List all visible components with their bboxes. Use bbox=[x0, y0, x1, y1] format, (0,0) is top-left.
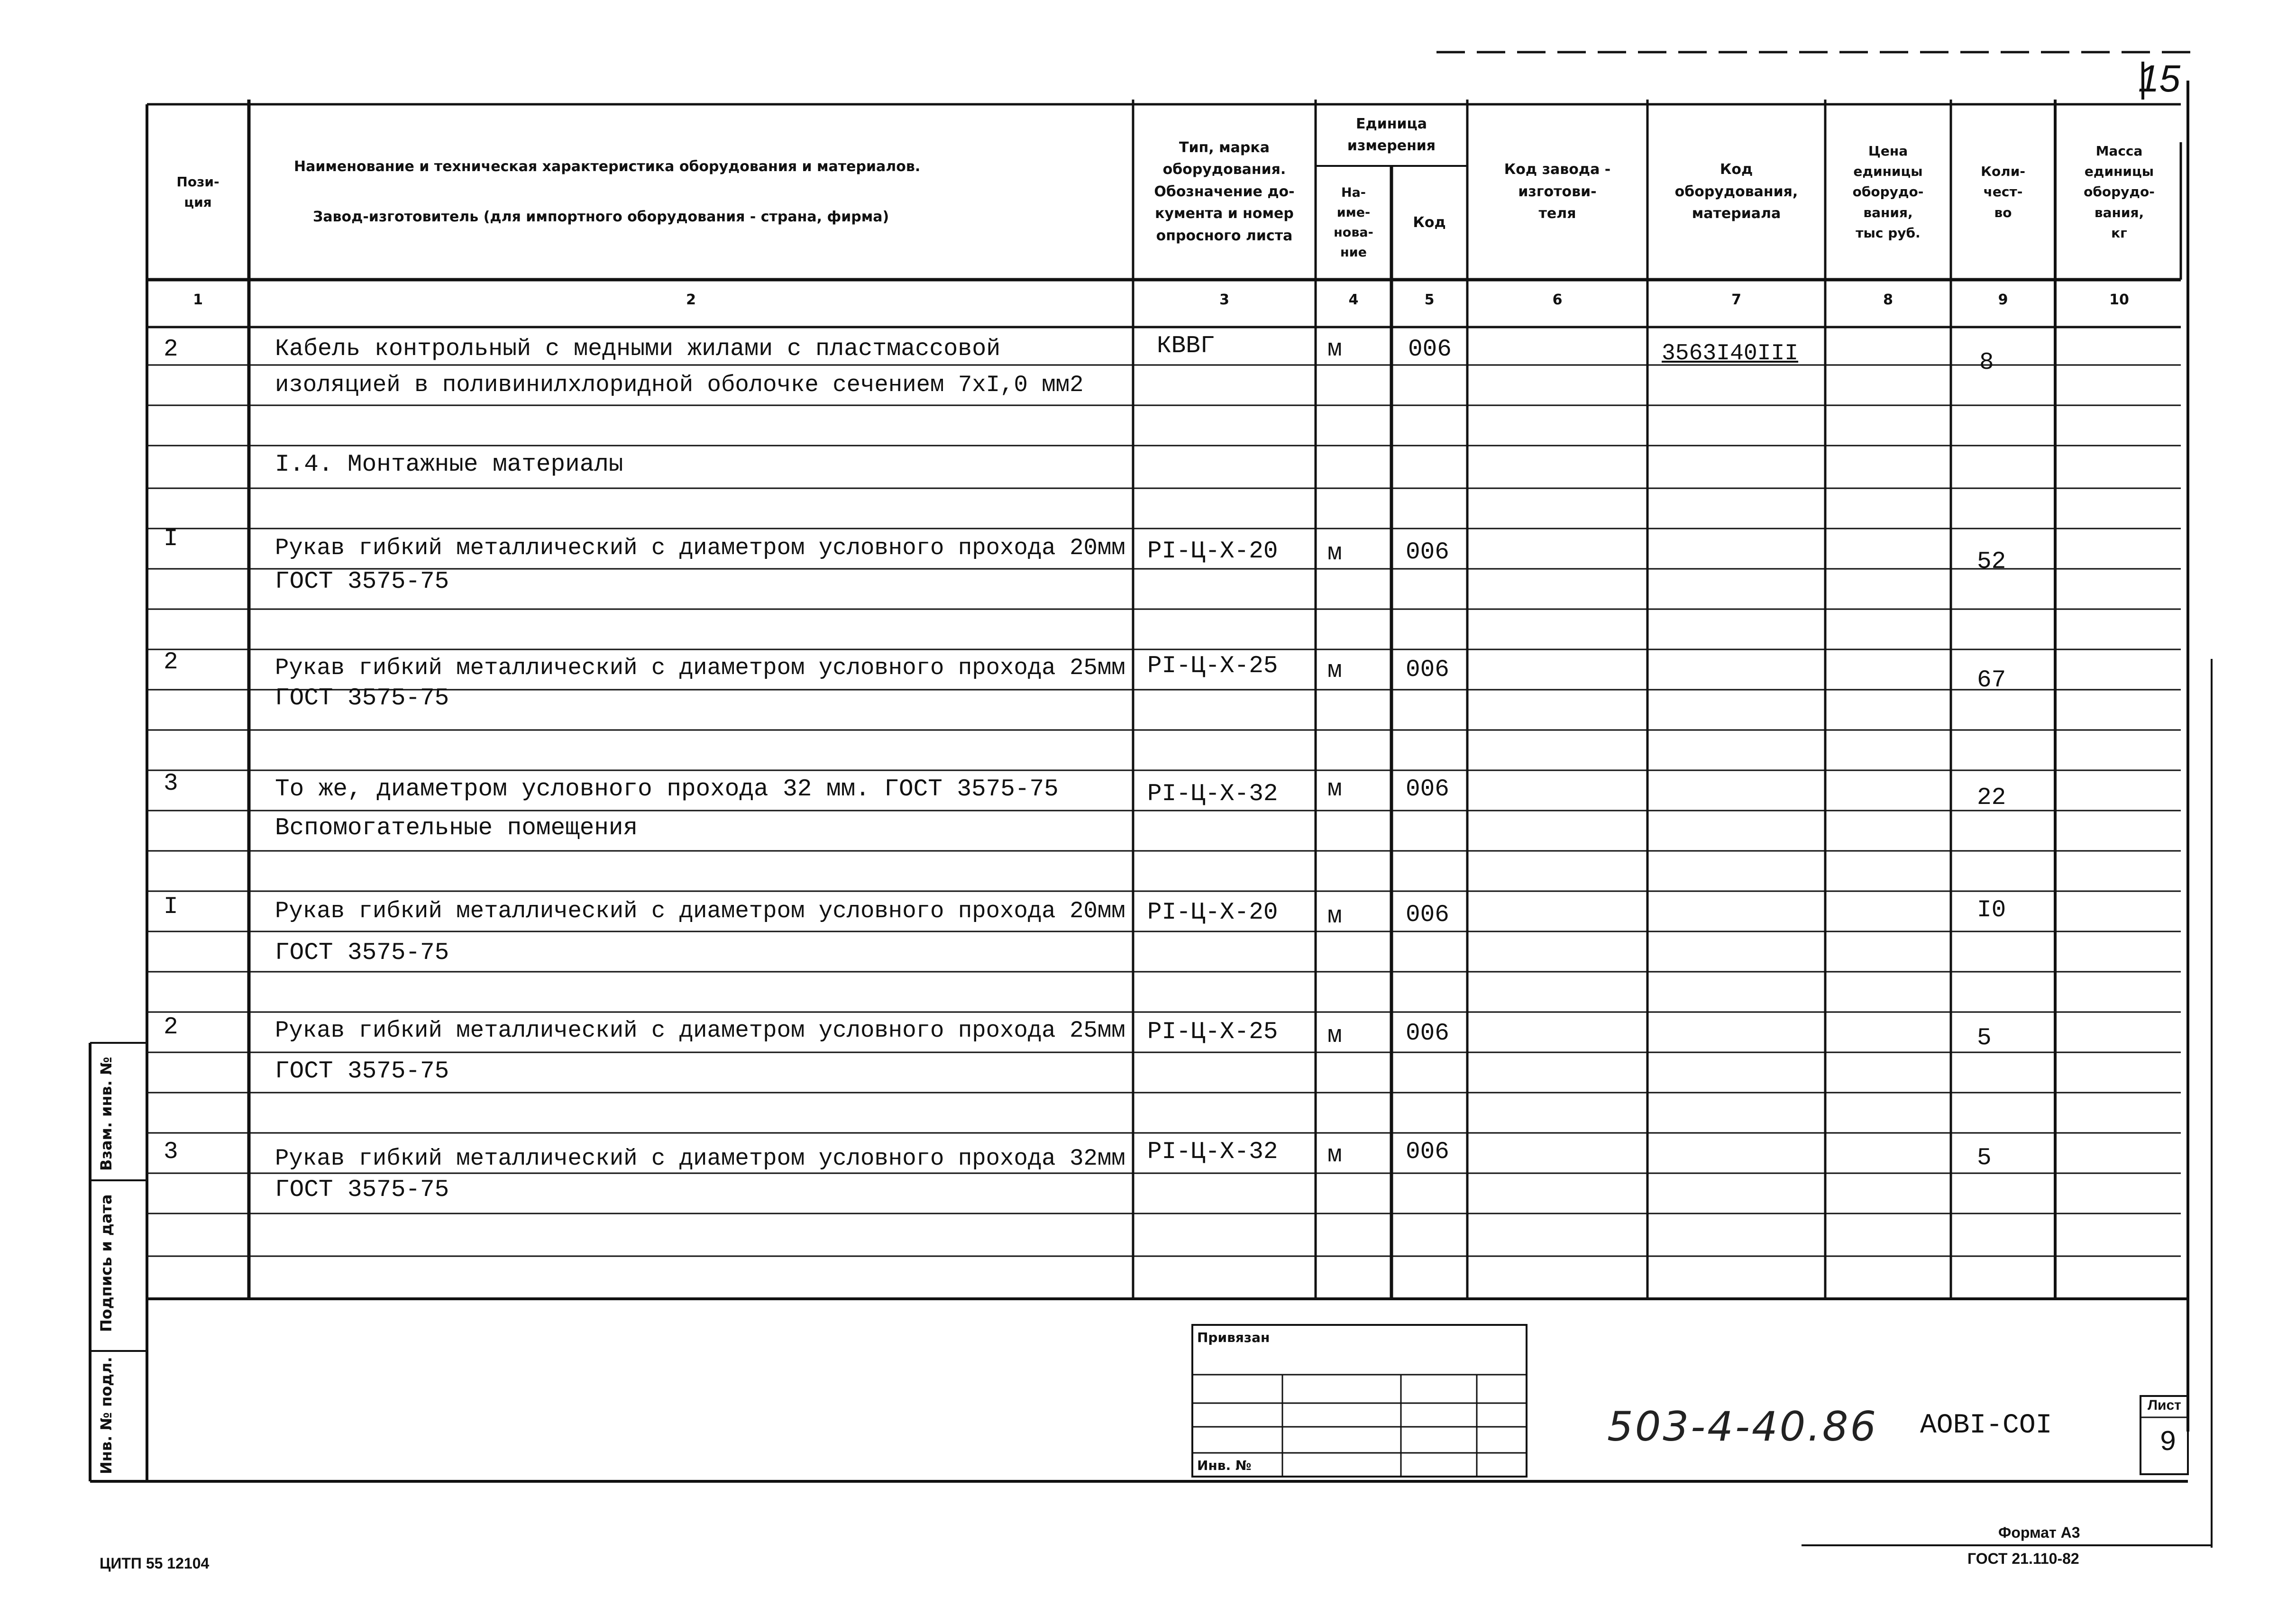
row-code: 006 bbox=[1406, 776, 1449, 803]
side-label-vzam-inv: Взам. инв. № bbox=[97, 1057, 115, 1171]
row-type: PI-Ц-Х-25 bbox=[1147, 653, 1278, 680]
row-type: PI-Ц-Х-25 bbox=[1147, 1019, 1278, 1046]
header-name-line1: Наименование и техническая характеристика оборудования и материалов. bbox=[294, 158, 921, 175]
row-position: 2 bbox=[164, 649, 178, 676]
row-code: 006 bbox=[1406, 657, 1449, 684]
sheet-label: Лист bbox=[2148, 1397, 2181, 1413]
row-type: PI-Ц-Х-32 bbox=[1147, 1139, 1278, 1166]
row-name: ГОСТ 3575-75 bbox=[275, 940, 449, 967]
row-unit: м bbox=[1327, 657, 1342, 684]
header-name-line2: Завод-изготовитель (для импортного оборудования - страна, фирма) bbox=[313, 209, 889, 225]
column-number: 1 bbox=[193, 292, 203, 308]
column-number: 10 bbox=[2109, 292, 2129, 308]
row-position: 2 bbox=[164, 1014, 178, 1041]
row-name: Рукав гибкий металлический с диаметром условного прохода 25мм bbox=[275, 655, 1125, 681]
row-position: 3 bbox=[164, 770, 178, 797]
row-name: Рукав гибкий металлический с диаметром условного прохода 25мм bbox=[275, 1017, 1125, 1044]
row-quantity: 52 bbox=[1977, 548, 2006, 575]
row-code: 006 bbox=[1406, 1139, 1449, 1166]
column-number: 4 bbox=[1348, 292, 1359, 308]
row-unit: м bbox=[1327, 1022, 1342, 1049]
section-heading: I.4. Монтажные материалы bbox=[275, 451, 623, 478]
row-unit: м bbox=[1327, 1142, 1342, 1169]
page-number: 15 bbox=[2138, 57, 2180, 100]
column-number: 5 bbox=[1424, 292, 1435, 308]
row-material-code: 3563I40III bbox=[1662, 341, 1799, 366]
row-unit: м bbox=[1327, 776, 1342, 803]
side-label-signature-date: Подпись и дата bbox=[97, 1194, 115, 1332]
row-unit: м bbox=[1327, 336, 1342, 363]
citp-label: ЦИТП 55 12104 bbox=[100, 1555, 210, 1572]
header-name-block bbox=[294, 107, 1128, 277]
row-name: ГОСТ 3575-75 bbox=[275, 685, 449, 712]
bound-label: Привязан bbox=[1197, 1330, 1270, 1345]
row-type: PI-Ц-Х-20 bbox=[1147, 538, 1278, 565]
column-number: 2 bbox=[686, 292, 696, 308]
header-unit-group: Единица измерения bbox=[1347, 115, 1436, 154]
row-name: Рукав гибкий металлический с диаметром условного прохода 20мм bbox=[275, 535, 1125, 561]
row-unit: м bbox=[1327, 903, 1342, 930]
drawing-code: 503-4-40.86 bbox=[1607, 1403, 1878, 1451]
row-type: КВВГ bbox=[1157, 333, 1215, 360]
header-price: Цена единицы оборудо- вания, тыс руб. bbox=[1852, 143, 1924, 241]
column-number: 9 bbox=[1998, 292, 2008, 308]
inventory-label: Инв. № bbox=[1197, 1458, 1252, 1473]
sheet-number: 9 bbox=[2159, 1427, 2177, 1459]
row-name: ГОСТ 3575-75 bbox=[275, 1177, 449, 1204]
row-position: 3 bbox=[164, 1139, 178, 1166]
drawing-mark: АОВI-СОI bbox=[1920, 1410, 2052, 1441]
format-label: Формат А3 bbox=[1998, 1524, 2080, 1541]
header-factory-code: Код завода - изготови- теля bbox=[1504, 161, 1611, 222]
row-name: ГОСТ 3575-75 bbox=[275, 1058, 449, 1085]
header-mass: Масса единицы оборудо- вания, кг bbox=[2084, 143, 2155, 241]
row-quantity: I0 bbox=[1977, 897, 2006, 924]
header-unit-name: На- име- нова- ние bbox=[1334, 185, 1373, 260]
row-quantity: 67 bbox=[1977, 667, 2006, 694]
row-code: 006 bbox=[1406, 539, 1449, 566]
column-number: 7 bbox=[1731, 292, 1741, 308]
row-name: То же, диаметром условного прохода 32 мм. ГОСТ 3575-75 bbox=[275, 776, 1059, 803]
row-name: ГОСТ 3575-75 bbox=[275, 568, 449, 595]
row-name: изоляцией в поливинилхлоридной оболочке сечением 7хI,0 мм2 bbox=[275, 372, 1084, 398]
row-unit: м bbox=[1327, 540, 1342, 567]
row-code: 006 bbox=[1406, 1020, 1449, 1047]
header-type: Тип, марка оборудования. Обозначение до- кумента и номер опросного листа bbox=[1154, 139, 1295, 244]
row-quantity: 5 bbox=[1977, 1145, 1992, 1172]
row-quantity: 22 bbox=[1977, 785, 2006, 812]
row-code: 006 bbox=[1406, 902, 1449, 929]
column-number: 6 bbox=[1552, 292, 1563, 308]
row-position: 2 bbox=[164, 336, 178, 363]
row-type: PI-Ц-Х-20 bbox=[1147, 899, 1278, 926]
row-code: 006 bbox=[1408, 336, 1452, 363]
row-position: I bbox=[164, 894, 178, 921]
row-name: Рукав гибкий металлический с диаметром условного прохода 32мм bbox=[275, 1145, 1125, 1172]
header-unit-code: Код bbox=[1413, 214, 1446, 231]
row-quantity: 8 bbox=[1979, 349, 1994, 376]
row-type: PI-Ц-Х-32 bbox=[1147, 781, 1278, 808]
column-number: 8 bbox=[1883, 292, 1893, 308]
row-name: Рукав гибкий металлический с диаметром условного прохода 20мм bbox=[275, 898, 1125, 924]
row-name: Вспомогательные помещения bbox=[275, 815, 638, 842]
row-position: I bbox=[164, 526, 178, 553]
column-number: 3 bbox=[1219, 292, 1229, 308]
gost-label: ГОСТ 21.110-82 bbox=[1967, 1550, 2079, 1567]
header-position: Пози- ция bbox=[176, 173, 220, 210]
header-material-code: Код оборудования, материала bbox=[1674, 161, 1798, 222]
row-quantity: 5 bbox=[1977, 1025, 1992, 1052]
header-quantity: Коли- чест- во bbox=[1981, 163, 2025, 220]
side-label-inv-podl: Инв. № подл. bbox=[97, 1357, 115, 1474]
row-name: Кабель контрольный с медными жилами с пластмассовой bbox=[275, 336, 1001, 363]
